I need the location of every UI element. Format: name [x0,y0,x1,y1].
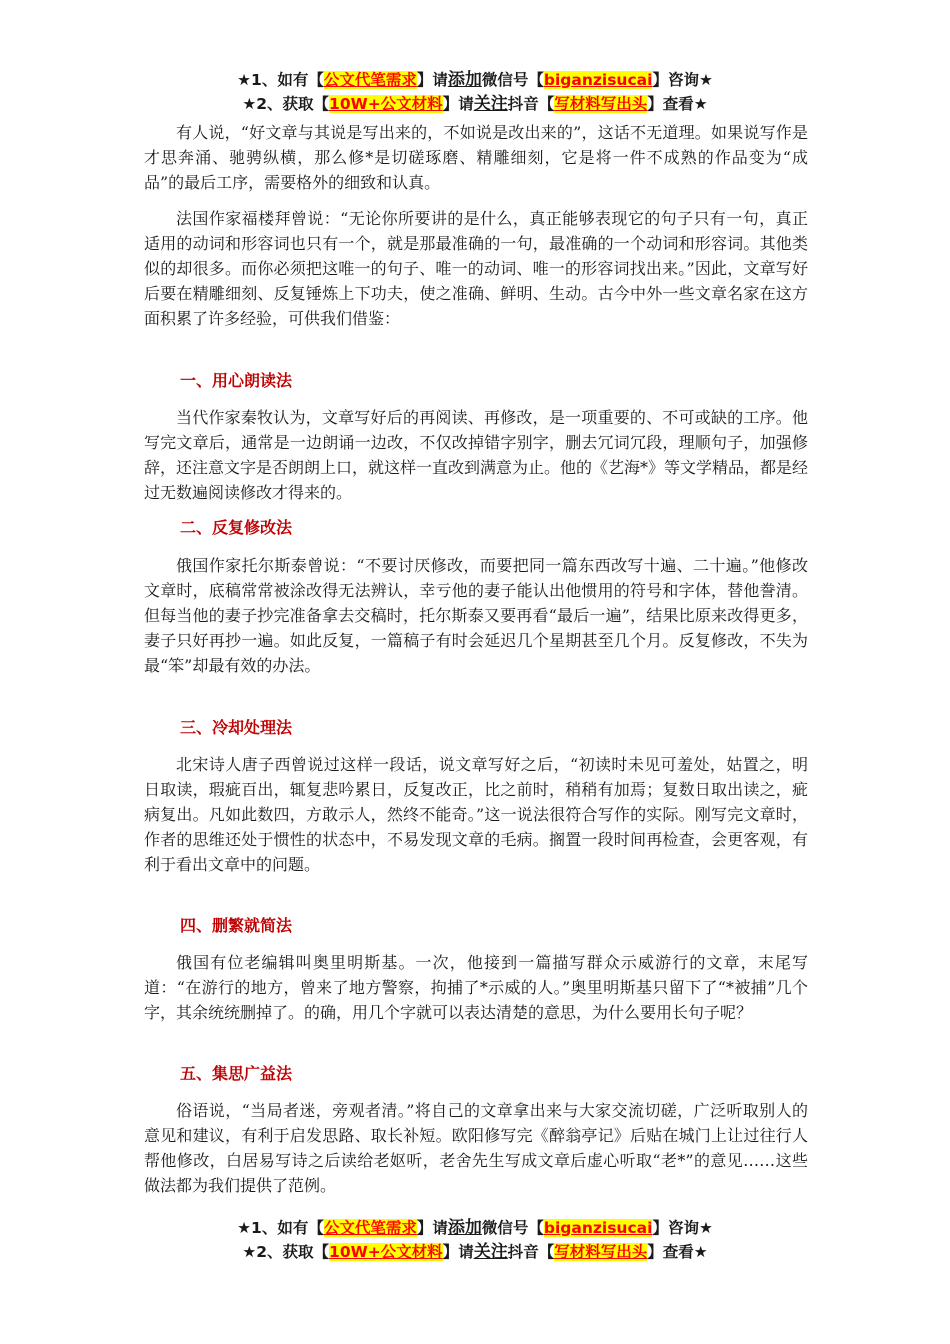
section-heading-3: 三、冷却处理法 [180,718,293,737]
banner-line-1 [0,1216,950,1240]
intro-paragraph-2: 法国作家福楼拜曾说：“无论你所要讲的是什么，真正能够表现它的句子只有一句，真正适用的动词和形容词也只有一个，就是那最准确的一句，最准确的一个动词和形容词。其他类似的却很多。而你必须把这唯一的句子、唯一的动词、唯一的形容词找出来。”因此，文章写好后要在精雕细刻、反复锤炼上下功夫，使之准确、鲜明、生动。古今中外一些文章名家在这方面积累了许多经验，可供我们借鉴： [144,209,808,328]
banner-emphasis: 添加 [447,1218,482,1238]
bottom-banner [0,1216,950,1264]
section-heading-1: 一、用心朗读法 [180,371,293,390]
banner-text: 】请 [416,71,448,89]
banner-text: 】咨询★ [652,1219,713,1237]
banner-text: 】请 [442,1243,474,1261]
banner-text: 】咨询★ [652,71,713,89]
banner-text: 抖音【 [507,95,555,113]
banner-line-2 [0,1240,950,1264]
section-paragraph-4: 俄国有位老编辑叫奥里明斯基。一次，他接到一篇描写群众示威游行的文章，末尾写道：“在游行的地方，曾来了地方警察，拘捕了*示威的人。”奥里明斯基只留下了“*被捕”几个字，其余统统删掉了。的确，用几个字就可以表达清楚的意思，为什么要用长句子呢？ [144,953,808,1022]
highlight-service: 公文代笔需求 [323,1219,417,1237]
highlight-materials: 10W+公文材料 [329,95,443,113]
banner-line-2 [0,92,950,116]
highlight-douyin-account: 写材料写出头 [554,1243,648,1261]
section-heading-2: 二、反复修改法 [180,518,293,537]
banner-text: ★2、获取【 [242,95,330,113]
highlight-service: 公文代笔需求 [323,71,417,89]
section-paragraph-2: 俄国作家托尔斯泰曾说：“不要讨厌修改，而要把同一篇东西改写十遍、二十遍。”他修改文章时，底稿常常被涂改得无法辨认，幸亏他的妻子能认出他惯用的符号和字体，替他誊清。但每当他的妻子抄完准备拿去交稿时，托尔斯泰又要再看“最后一遍”，结果比原来改得更多，妻子只好再抄一遍。如此反复，一篇稿子有时会延迟几个星期甚至几个月。反复修改，不失为最“笨”却最有效的办法。 [144,556,808,675]
highlight-douyin-account: 写材料写出头 [554,95,648,113]
banner-line-1 [0,68,950,92]
highlight-materials: 10W+公文材料 [329,1243,443,1261]
banner-text: 微信号【 [481,1219,544,1237]
banner-text: ★1、如有【 [237,1219,324,1237]
top-banner [0,68,950,116]
banner-text: 】请 [416,1219,448,1237]
banner-text: ★2、获取【 [242,1243,330,1261]
banner-text: ★1、如有【 [237,71,324,89]
banner-emphasis: 关注 [473,1242,508,1262]
section-paragraph-3: 北宋诗人唐子西曾说过这样一段话，说文章写好之后，“初读时未见可羞处，姑置之，明日取读，瑕疵百出，辄复悲吟累日，反复改正，比之前时，稍稍有加焉；复数日取出读之，疵病复出。凡如此数四，方敢示人，然终不能奇。”这一说法很符合写作的实际。刚写完文章时，作者的思维还处于惯性的状态中，不易发现文章的毛病。搁置一段时间再检查，会更客观，有利于看出文章中的问题。 [144,755,808,874]
banner-text: 】请 [442,95,474,113]
banner-emphasis: 关注 [473,94,508,114]
highlight-wechat-id: biganzisucai [543,1219,653,1237]
banner-text: 】查看★ [647,95,708,113]
intro-paragraph-1: 有人说，“好文章与其说是写出来的，不如说是改出来的”，这话不无道理。如果说写作是才思奔涌、驰骋纵横，那么修*是切磋琢磨、精雕细刻，它是将一件不成熟的作品变为“成品”的最后工序，需要格外的细致和认真。 [144,123,808,192]
banner-emphasis: 添加 [447,70,482,90]
highlight-wechat-id: biganzisucai [543,71,653,89]
section-paragraph-1: 当代作家秦牧认为，文章写好后的再阅读、再修改，是一项重要的、不可或缺的工序。他写完文章后，通常是一边朗诵一边改，不仅改掉错字别字，删去冗词冗段，理顺句子，加强修辞，还注意文字是否朗朗上口，就这样一直改到满意为止。他的《艺海*》等文学精品，都是经过无数遍阅读修改才得来的。 [144,408,809,502]
banner-text: 】查看★ [647,1243,708,1261]
section-heading-4: 四、删繁就简法 [180,916,293,935]
banner-text: 抖音【 [507,1243,555,1261]
section-paragraph-5: 俗语说，“当局者迷，旁观者清。”将自己的文章拿出来与大家交流切磋，广泛听取别人的意见和建议，有利于启发思路、取长补短。欧阳修写完《醉翁亭记》后贴在城门上让过往行人帮他修改，白居易写诗之后读给老妪听，老舍先生写成文章后虚心听取“老*”的意见……这些做法都为我们提供了范例。 [144,1101,808,1195]
banner-text: 微信号【 [481,71,544,89]
section-heading-5: 五、集思广益法 [180,1064,293,1083]
